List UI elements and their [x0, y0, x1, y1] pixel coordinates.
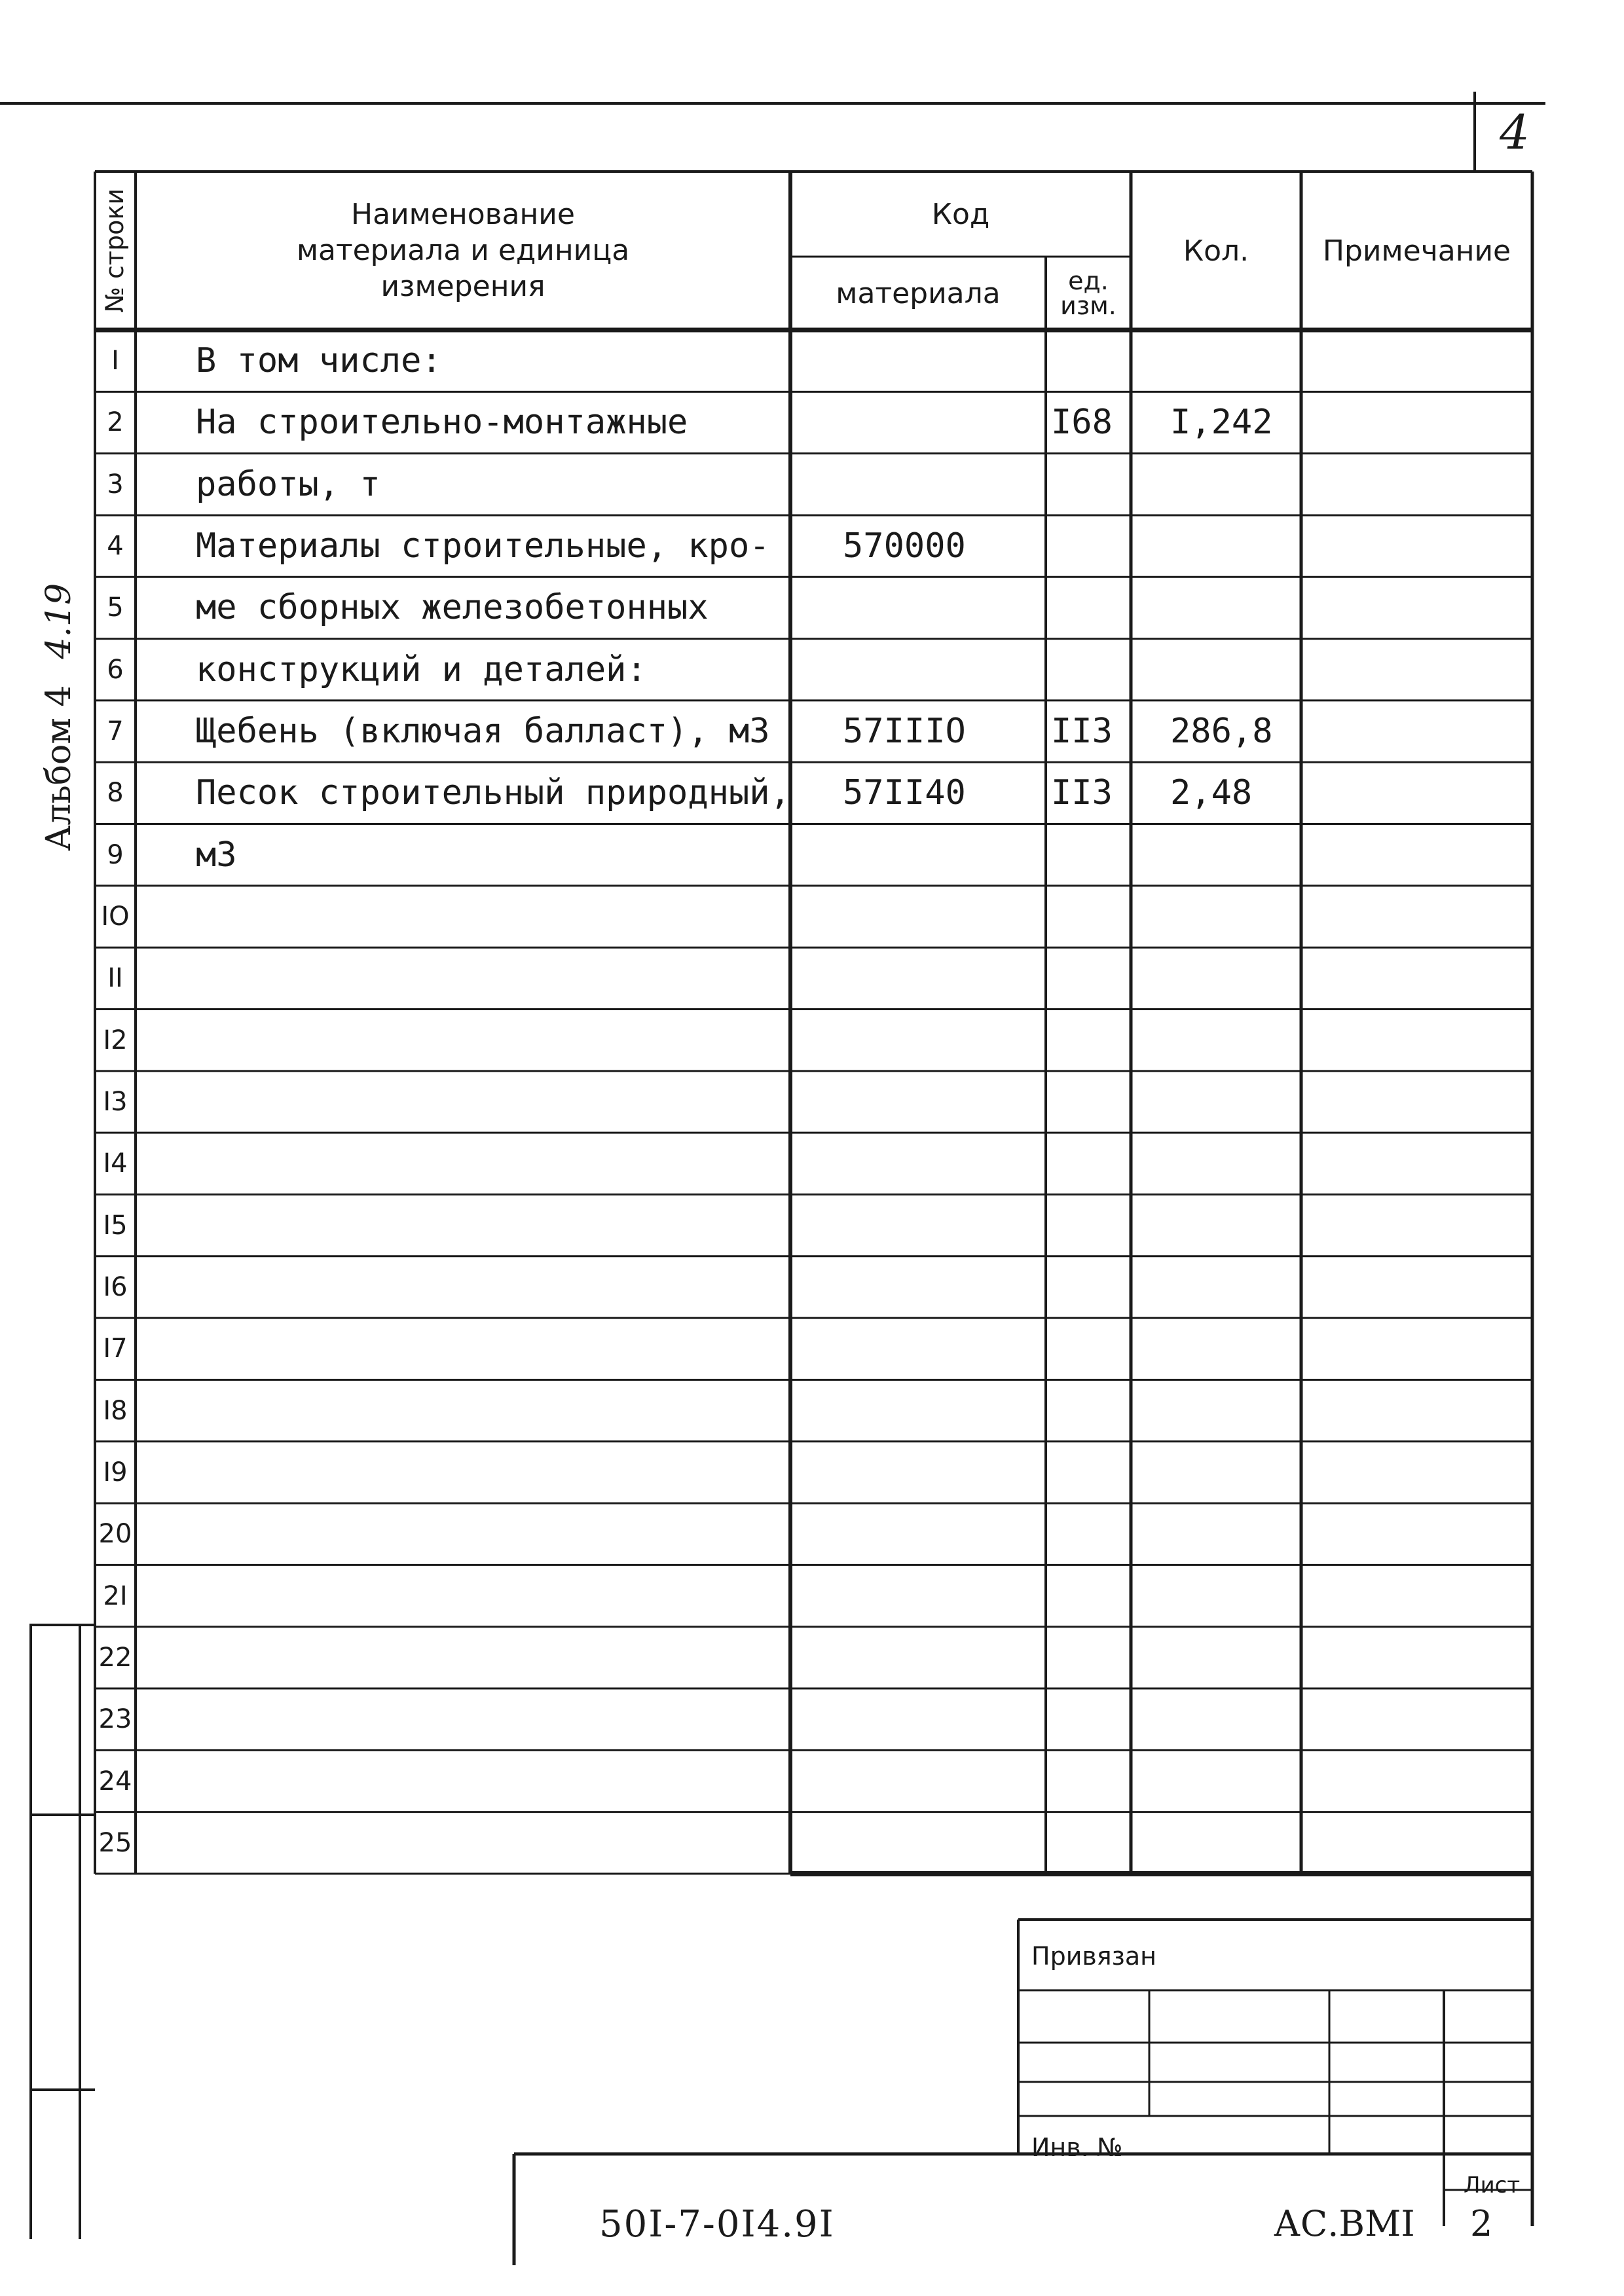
row-number: I	[111, 346, 119, 376]
row-qty: I,242	[1170, 403, 1273, 443]
row-number: I9	[103, 1457, 128, 1487]
row-number: IO	[101, 902, 130, 932]
row-material-code: 57IIIO	[843, 712, 966, 752]
row-number: 8	[107, 778, 124, 809]
row-number: 3	[107, 469, 124, 500]
row-name: Песок строительный природный,	[196, 773, 790, 813]
row-material-code: 57II40	[843, 773, 966, 813]
row-number: I5	[103, 1210, 128, 1241]
side-handwritten-note: 4.19	[39, 583, 79, 659]
row-number: I8	[103, 1395, 128, 1426]
row-number: 2I	[103, 1580, 128, 1611]
sheet-number: 2	[1470, 2203, 1493, 2244]
sheet-label: Лист	[1464, 2172, 1521, 2198]
row-name: ме сборных железобетонных	[196, 588, 709, 628]
row-number: I2	[103, 1025, 128, 1055]
row-name: м3	[196, 835, 237, 875]
page-number: 4	[1500, 105, 1530, 160]
side-label-text: Альбом 4	[39, 685, 79, 851]
row-name: работы, т	[196, 464, 380, 504]
header-unit-code: ед. изм.	[1060, 266, 1116, 320]
row-number: 7	[107, 716, 124, 747]
header-code: Код	[931, 197, 990, 231]
header-qty: Кол.	[1183, 234, 1249, 268]
header-name: Наименование материала и единица измерения	[296, 197, 630, 303]
row-number: I4	[103, 1148, 128, 1179]
row-number: 5	[107, 592, 124, 623]
row-number: 25	[98, 1827, 132, 1858]
row-name: конструкций и деталей:	[196, 649, 647, 689]
header-note: Примечание	[1322, 234, 1511, 268]
row-unit-code: II3	[1051, 773, 1113, 813]
row-name: Щебень (включая балласт), м3	[196, 712, 770, 752]
row-number: 20	[98, 1519, 132, 1550]
row-qty: 286,8	[1170, 712, 1273, 752]
header-material-code: материала	[836, 276, 1001, 310]
row-name: Материалы строительные, кро-	[196, 526, 770, 566]
row-qty: 2,48	[1170, 773, 1253, 813]
inv-label: Инв. №	[1031, 2133, 1123, 2162]
row-material-code: 570000	[843, 526, 966, 566]
row-number: 2	[107, 407, 124, 438]
row-number: 22	[98, 1642, 132, 1673]
doc-code: 50I-7-0I4.9I	[599, 2203, 835, 2246]
row-name: В том числе:	[196, 341, 442, 381]
row-unit-code: I68	[1051, 403, 1113, 443]
row-number: II	[107, 963, 123, 994]
header-row-no: № строки	[100, 189, 130, 313]
row-number: I3	[103, 1086, 128, 1117]
section-code: АС.ВМI	[1274, 2203, 1415, 2244]
row-unit-code: II3	[1051, 712, 1113, 752]
row-number: 4	[107, 531, 124, 562]
row-number: I7	[103, 1334, 128, 1364]
row-number: 9	[107, 839, 124, 870]
bound-label: Привязан	[1031, 1942, 1156, 1971]
row-number: 24	[98, 1766, 132, 1796]
row-number: 23	[98, 1704, 132, 1735]
row-number: I6	[103, 1271, 128, 1302]
row-name: На строительно-монтажные	[196, 403, 688, 443]
row-number: 6	[107, 654, 124, 685]
